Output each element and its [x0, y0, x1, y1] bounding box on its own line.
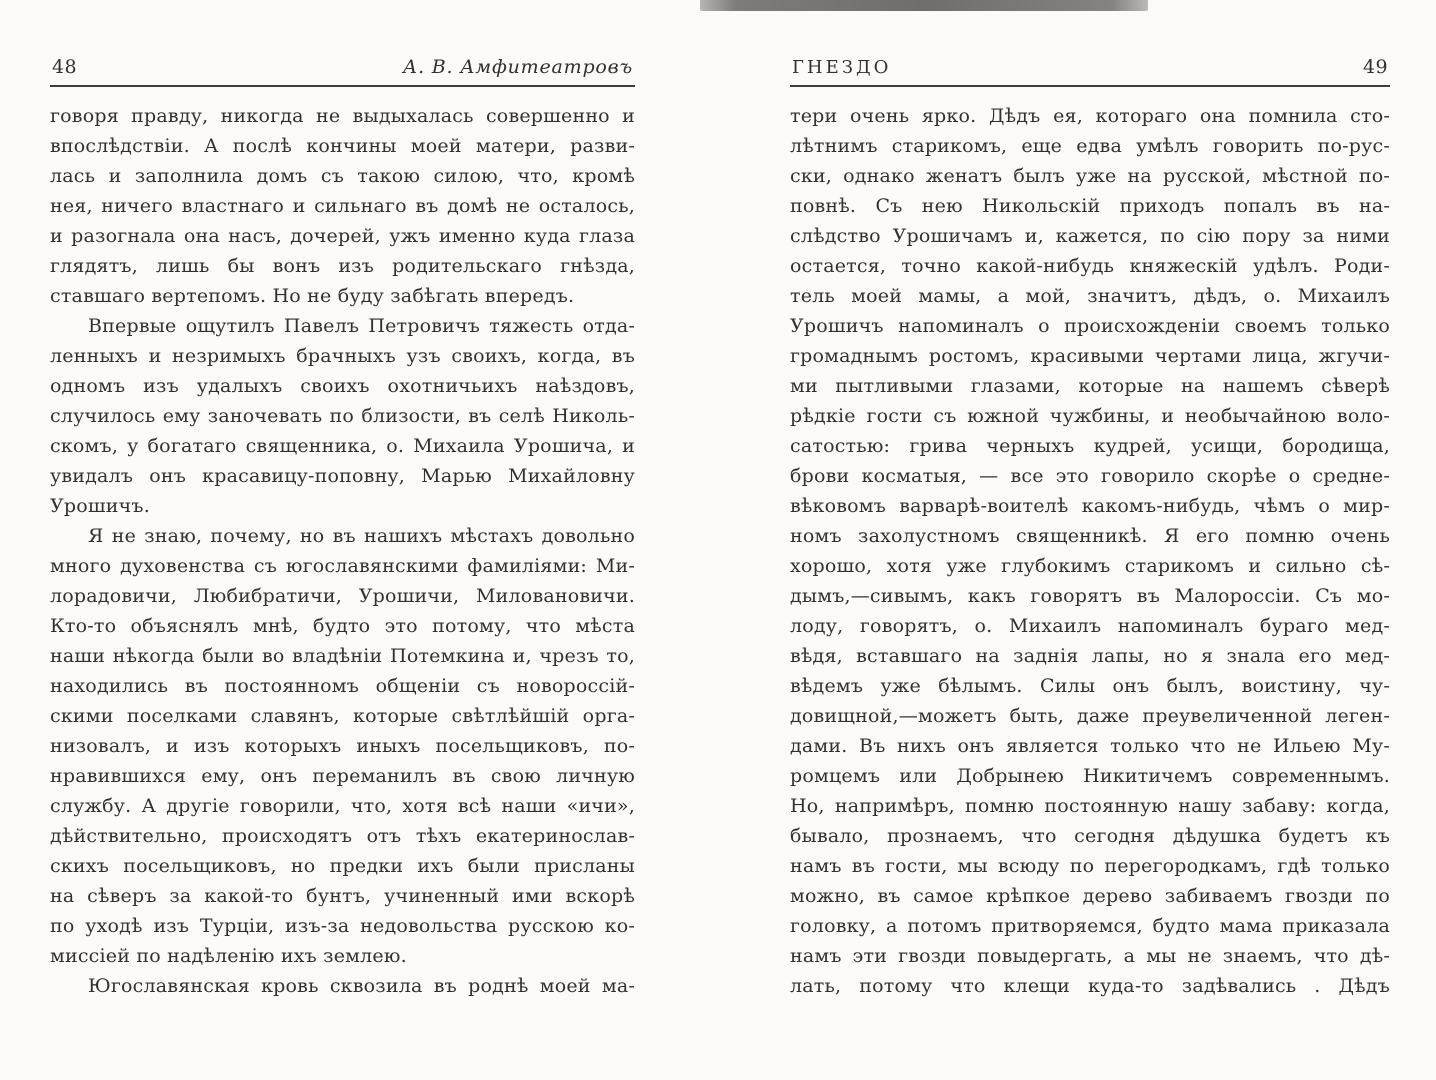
- text-line: увидалъ онъ красавицу-поповну, Марью Михайловну: [50, 465, 635, 487]
- text-line: Урошичъ.: [50, 495, 150, 517]
- text-line: бывало, прознаемъ, что сегодня дѣдушка будетъ къ: [790, 825, 1390, 847]
- text-line: громаднымъ ростомъ, красивыми чертами лица, жгучи-: [790, 345, 1390, 367]
- text-line: намъ въ гости, мы всюду по перегородкамъ, гдѣ только: [790, 855, 1390, 877]
- text-line: вѣдя, вставшаго на заднія лапы, но я знала его мед-: [790, 645, 1390, 667]
- page-text-left: [50, 101, 635, 1001]
- text-line: лоду, говорятъ, о. Михаилъ напоминалъ бураго мед-: [790, 615, 1390, 637]
- text-line: довищной,—можетъ быть, даже преувеличенной леген-: [790, 705, 1390, 727]
- text-line: номъ захолустномъ священникѣ. Я его помню очень: [790, 525, 1390, 547]
- text-line: ми пытливыми глазами, которые на нашемъ сѣверѣ: [790, 375, 1390, 397]
- text-line: рѣдкіе гости съ южной чужбины, и необычайною воло-: [790, 405, 1390, 427]
- text-line: по уходѣ изъ Турціи, изъ-за недовольства русскою ко-: [50, 915, 635, 937]
- text-line: дѣйствительно, происходятъ отъ тѣхъ екатеринослав-: [50, 825, 635, 847]
- text-line: лать, потому что клещи куда-то задѣвались . Дѣдъ: [790, 975, 1390, 997]
- text-line: миссіей по надѣленію ихъ землею.: [50, 945, 407, 967]
- page-header-left: [50, 56, 635, 85]
- page-text-right: [790, 101, 1390, 1001]
- page-number-left: 48: [52, 56, 77, 78]
- text-line: брови косматыя, — все это говорило скорѣе о средне-: [790, 465, 1390, 487]
- text-line: одномъ изъ удалыхъ своихъ охотничьихъ наѣздовъ,: [50, 375, 635, 397]
- page-header-right: [790, 56, 1390, 85]
- text-line: сатостью: грива черныхъ кудрей, усищи, бородища,: [790, 435, 1390, 457]
- header-rule-left: [50, 85, 635, 87]
- text-line: головку, а потомъ притворяемся, будто мама приказала: [790, 915, 1390, 937]
- text-line: можно, въ самое крѣпкое дерево забиваемъ гвозди по: [790, 885, 1390, 907]
- running-header-title: ГНЕЗДО: [792, 57, 892, 78]
- text-line: ленныхъ и незримыхъ брачныхъ узъ своихъ, когда, въ: [50, 345, 635, 367]
- text-line: нравившихся ему, онъ переманилъ въ свою личную: [50, 765, 635, 787]
- text-line: слѣдство Урошичамъ и, кажется, по сію пору за ними: [790, 225, 1390, 247]
- text-line: Урошичъ напоминалъ о происхожденіи своемъ только: [790, 315, 1390, 337]
- text-line: вѣковомъ варварѣ-воителѣ какомъ-нибудь, чѣмъ о мир-: [790, 495, 1390, 517]
- text-line: хорошо, хотя уже глубокимъ старикомъ и сильно сѣ-: [790, 555, 1390, 577]
- text-line: скомъ, у богатаго священника, о. Михаила Урошича, и: [50, 435, 635, 457]
- text-line: ромцемъ или Добрынею Никитичемъ современнымъ.: [790, 765, 1390, 787]
- text-line: ставшаго вертепомъ. Но не буду забѣгать впередъ.: [50, 285, 575, 307]
- text-line: намъ эти гвозди повыдергать, а мы не знаемъ, что дѣ-: [790, 945, 1390, 967]
- text-line: говоря правду, никогда не выдыхалась совершенно и: [50, 105, 635, 127]
- page-right: [790, 56, 1390, 1001]
- text-line: повнѣ. Съ нею Никольскій приходъ попалъ въ на-: [790, 195, 1390, 217]
- running-header-author: А. В. Амфитеатровъ: [402, 56, 633, 78]
- text-line: ски, однако женатъ былъ уже на русской, мѣстной по-: [790, 165, 1390, 187]
- text-line: находились въ постоянномъ общеніи съ новороссій-: [50, 675, 635, 697]
- text-line: скихъ посельщиковъ, но предки ихъ были присланы: [50, 855, 635, 877]
- text-line: остается, точно какой-нибудь княжескій удѣлъ. Роди-: [790, 255, 1390, 277]
- text-line: лась и заполнила домъ съ такою силою, что, кромѣ: [50, 165, 635, 187]
- text-line: низовалъ, и изъ которыхъ иныхъ посельщиковъ, по-: [50, 735, 635, 757]
- text-line: на сѣверъ за какой-то бунтъ, учиненный ими вскорѣ: [50, 885, 635, 907]
- text-line: лорадовичи, Любибратичи, Урошичи, Миловановичи.: [50, 585, 635, 607]
- text-line: Я не знаю, почему, но въ нашихъ мѣстахъ довольно: [88, 525, 635, 547]
- text-line: лѣтнимъ старикомъ, еще едва умѣлъ говорить по-рус-: [790, 135, 1390, 157]
- text-line: нея, ничего властнаго и сильнаго въ домѣ не осталось,: [50, 195, 635, 217]
- text-line: Но, напримѣръ, помню постоянную нашу забаву: когда,: [790, 795, 1390, 817]
- text-line: тель моей мамы, а мой, значитъ, дѣдъ, о. Михаилъ: [790, 285, 1390, 307]
- text-line: много духовенства съ югославянскими фамиліями: Ми-: [50, 555, 635, 577]
- scan-edge-artifact: [700, 0, 1148, 11]
- text-line: дами. Въ нихъ онъ является только что не Ильею Му-: [790, 735, 1390, 757]
- text-line: службу. А другіе говорили, что, хотя всѣ наши «ичи»,: [50, 795, 635, 817]
- text-line: и разогнала она насъ, дочерей, ужъ именно куда глаза: [50, 225, 635, 247]
- text-line: Югославянская кровь сквозила въ роднѣ моей ма-: [88, 975, 635, 997]
- text-line: наши нѣкогда были во владѣніи Потемкина и, чрезъ то,: [50, 645, 635, 667]
- text-line: вѣдемъ уже бѣлымъ. Силы онъ былъ, воистину, чу-: [790, 675, 1390, 697]
- page-left: [50, 56, 635, 1001]
- page-number-right: 49: [1363, 56, 1388, 78]
- text-line: случилось ему заночевать по близости, въ селѣ Николь-: [50, 405, 635, 427]
- text-line: Кто-то объяснялъ мнѣ, будто это потому, что мѣста: [50, 615, 635, 637]
- text-line: Впервые ощутилъ Павелъ Петровичъ тяжесть отда-: [88, 315, 635, 337]
- text-line: скими поселками славянъ, которые свѣтлѣйшій орга-: [50, 705, 635, 727]
- text-line: впослѣдствіи. А послѣ кончины моей матери, разви-: [50, 135, 635, 157]
- text-line: глядятъ, лишь бы вонъ изъ родительскаго гнѣзда,: [50, 255, 635, 277]
- header-rule-right: [790, 85, 1390, 87]
- text-line: тери очень ярко. Дѣдъ ея, котораго она помнила сто-: [790, 105, 1390, 127]
- text-line: дымъ,—сивымъ, какъ говорятъ въ Малороссіи. Съ мо-: [790, 585, 1390, 607]
